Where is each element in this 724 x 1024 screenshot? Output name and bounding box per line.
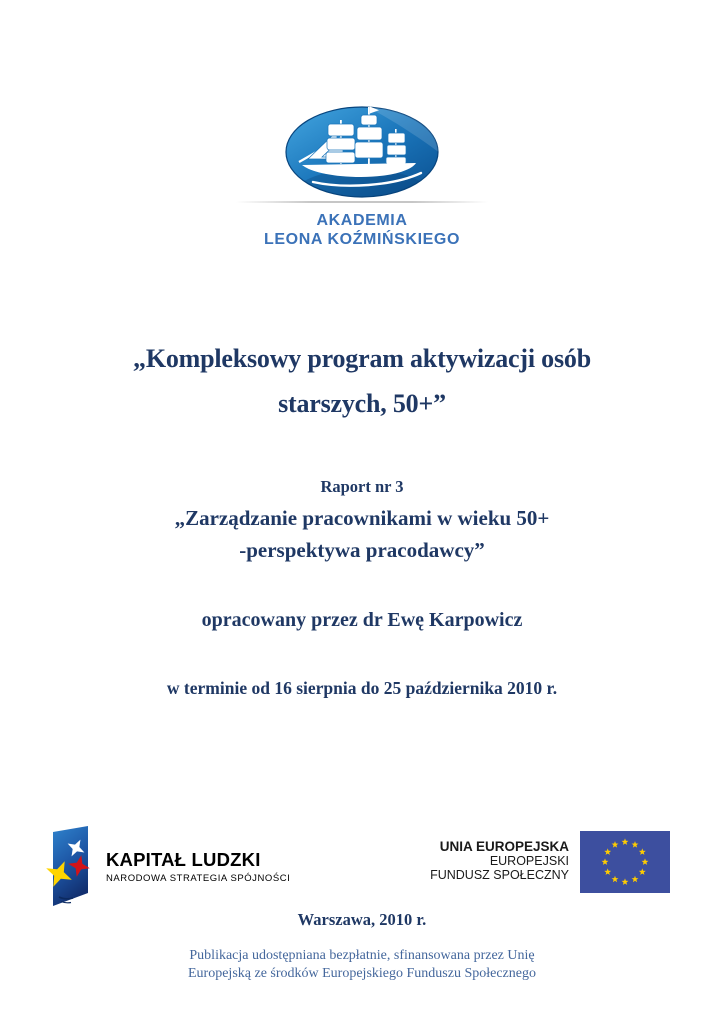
- funding-note-line2: Europejską ze środków Europejskiego Funduszu Społecznego: [188, 965, 536, 981]
- report-subtitle-line2: -perspektywa pracodawcy”: [239, 538, 485, 562]
- eu-wordmark-line3: FUNDUSZ SPOŁECZNY: [430, 868, 569, 882]
- kapital-ludzki-wordmark: [106, 850, 290, 884]
- university-name: [0, 211, 724, 249]
- university-name-line1: AKADEMIA: [316, 212, 408, 229]
- document-title-line1: „Kompleksowy program aktywizacji osób: [133, 344, 591, 373]
- eu-wordmark: [430, 839, 569, 882]
- eu-wordmark-line2: EUROPEJSKI: [489, 854, 569, 868]
- report-subtitle: [0, 502, 724, 566]
- funding-note: [0, 947, 724, 982]
- funding-note-line1: Publikacja udostępniana bezpłatnie, sfinansowana przez Unię: [189, 948, 535, 963]
- report-author: opracowany przez dr Ewę Karpowicz: [201, 609, 523, 631]
- report-subtitle-line1: „Zarządzanie pracownikami w wieku 50+: [174, 506, 550, 530]
- kapital-ludzki-tagline: NARODOWA STRATEGIA SPÓJNOŚCI: [106, 873, 291, 884]
- eu-flag-icon: [580, 831, 670, 893]
- university-name-line2: LEONA KOŹMIŃSKIEGO: [264, 231, 460, 248]
- logo-divider: [236, 201, 488, 203]
- document-title: [0, 336, 724, 426]
- sailing-ship-logo-icon: [275, 102, 449, 202]
- place-and-date: Warszawa, 2010 r.: [297, 910, 427, 929]
- kapital-ludzki-name: KAPITAŁ LUDZKI: [106, 849, 261, 870]
- report-number: Raport nr 3: [320, 477, 404, 496]
- report-period: w terminie od 16 sierpnia do 25 października 2010 r.: [166, 678, 558, 698]
- document-title-line2: starszych, 50+”: [278, 389, 446, 418]
- eu-wordmark-line1: UNIA EUROPEJSKA: [439, 839, 569, 854]
- kapital-ludzki-flag-icon: [43, 821, 93, 911]
